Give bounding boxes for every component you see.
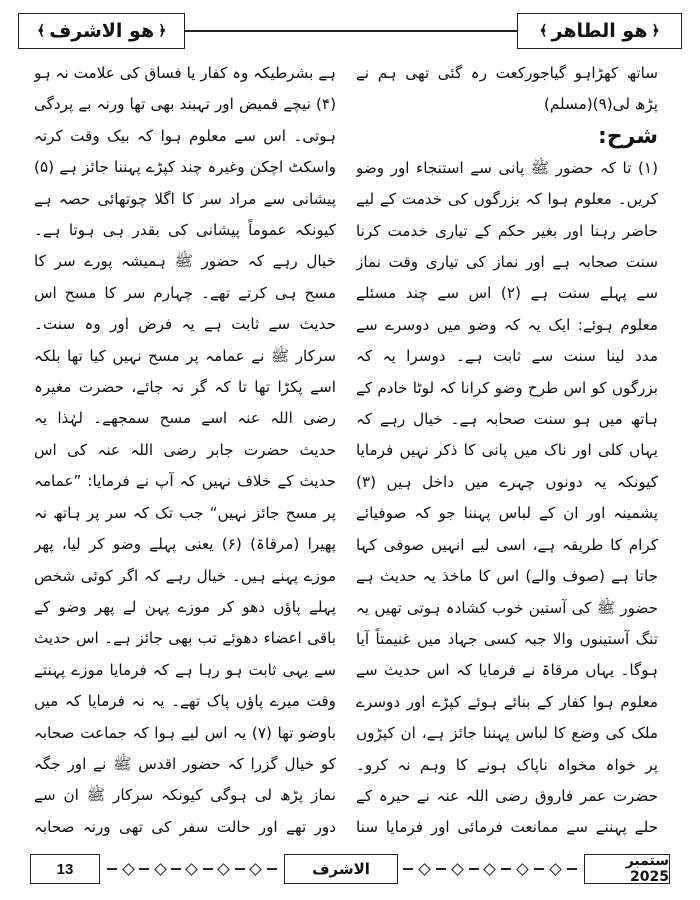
page-header [18,8,682,52]
ornament-icon: ﴾ [539,23,548,39]
header-title-left [18,13,185,49]
section-heading: شرح: [598,123,658,149]
intro-line: ساتھ کھڑاہو گیاجورکعت رہ گئی تھی ہم نے پڑھ لی(۹)(مسلم) [356,64,658,114]
left-column-body: ہے بشرطیکہ وہ کفار یا فساق کی علامت نہ ہو (۴) نیچے قمیض اور تہبند بھی تھا ورنہ بے پردگی ہوتی۔ اس سے معلوم ہوا کہ بیک وقت کرتہ واسکٹ اچکن وغیرہ چند کپڑے پہننا جائز ہے (۵) پیشانی سے مراد سر کا اگلا چوتھائی حصہ ہے کیونکہ عموماً پیشانی کی بقدر ہی ہوتا ہے۔ خیال رہے کہ حضور ﷺ ہمیشہ پورے سر کا مسح ہی کرتے تھے۔ چہارم سر کا مسح اس حدیث سے ثابت ہے یہ فرض اور وہ سنت۔ سرکار ﷺ نے عمامہ پر مسح نہیں کیا تھا بلکہ اسے پکڑا تھا تا کہ گر نہ جائے، حضرت مغیرہ رضی اللہ عنہ اسے مسح سمجھے۔ لہٰذا یہ حدیث حضرت جابر رضی اللہ عنہ کی اس حدیث کے خلاف نہیں کہ آپ نے فرمایا: ”عمامہ پر مسح جائز نہیں“ جب تک کہ سر پر ہاتھ نہ پھیرا (مرقاۃ) (۶) یعنی پہلے وضو کر لیا، پھر موزے پہنے ہیں۔ خیال رہے کہ اگر کوئی شخص پہلے پاؤں دھو کر موزے پہن لے پھر وضو کے باقی اعضاء دھوئے تب بھی جائز ہے۔ اس حدیث سے یہی ثابت ہو رہا ہے کہ فرمایا موزے پہنتے وقت میرے پاؤں پاک تھے۔ یہ نہ فرمایا کہ میں باوضو تھا (۷) یہ اس لیے ہوا کہ جماعت صحابہ کو خیال گزرا کہ حضور اقدس ﷺ نے اور جگہ نماز پڑھ لی ہوگی کیونکہ سرکار ﷺ ان سے دور تھے اور حالت سفر کی تھی ورنہ صحابہ [34,64,336,836]
footer-ornament-right [400,860,580,878]
header-title-right [517,13,682,49]
right-column-body: (۱) تا کہ حضور ﷺ پانی سے استنجاء اور وضو کریں۔ معلوم ہوا کہ بزرگوں کی خدمت کے لیے حاضر رہنا اور بغیر حکم کے تیاری خدمت کرنا سنت صحابہ ہے اور نماز کی تیاری وقت نماز سے پہلے سنت ہے (۲) اس سے چند مسئلے معلوم ہوئے: ایک یہ کہ وضو میں دوسرے سے مدد لینا سنت سے ثابت ہے۔ دوسرا یہ کہ بزرگوں کو اس طرح وضو کرانا کہ لوٹا خادم کے ہاتھ میں ہو سنت صحابہ ہے۔ خیال رہے کہ یہاں کلی اور ناک میں پانی کا ذکر نہیں فرمایا کیونکہ یہ دونوں چہرے میں داخل ہیں (۳) پشمینہ اور ان کے لباس پہننا جو کہ صوفیائے کرام کا طریقہ ہے، اسی لیے انہیں صوفی کہا جاتا ہے (صوف والے) اس کا ماخذ یہ حدیث ہے حضور ﷺ کی آستین خوب کشادہ ہوتی تھیں یہ تنگ آستینوں والا جبہ کسی جہاد میں غنیمتاً آیا ہوگا۔ یہاں مرقاۃ نے فرمایا کہ اس حدیث سے معلوم ہوا کفار کے بنائے ہوئے کپڑے اور دوسرے ملک کی وضع کا لباس پہننا جائز ہے، ان کپڑوں پر خواہ مخواہ ناپاک ہونے کا وہم نہ کرو۔ حضرت عمر فاروق رضی اللہ عنہ نے حیرہ کے حلے پہننے سے ممانعت فرمائی اور فرمایا سنا [356,158,658,837]
left-column [34,58,336,843]
header-left-text: هو الاشرف [49,20,155,42]
footer-date: ستمبر 2025 [584,854,670,884]
footer-magazine-name: الاشرف [284,854,398,884]
page-number: 13 [30,854,100,884]
page-footer [30,852,670,886]
ornament-icon: ﴿ [158,23,167,39]
ornament-icon: ﴾ [37,23,46,39]
footer-ornament-left [104,860,280,878]
right-column [356,58,658,843]
ornament-icon: ﴿ [651,23,660,39]
header-right-text: هو الطاهر [551,20,648,42]
